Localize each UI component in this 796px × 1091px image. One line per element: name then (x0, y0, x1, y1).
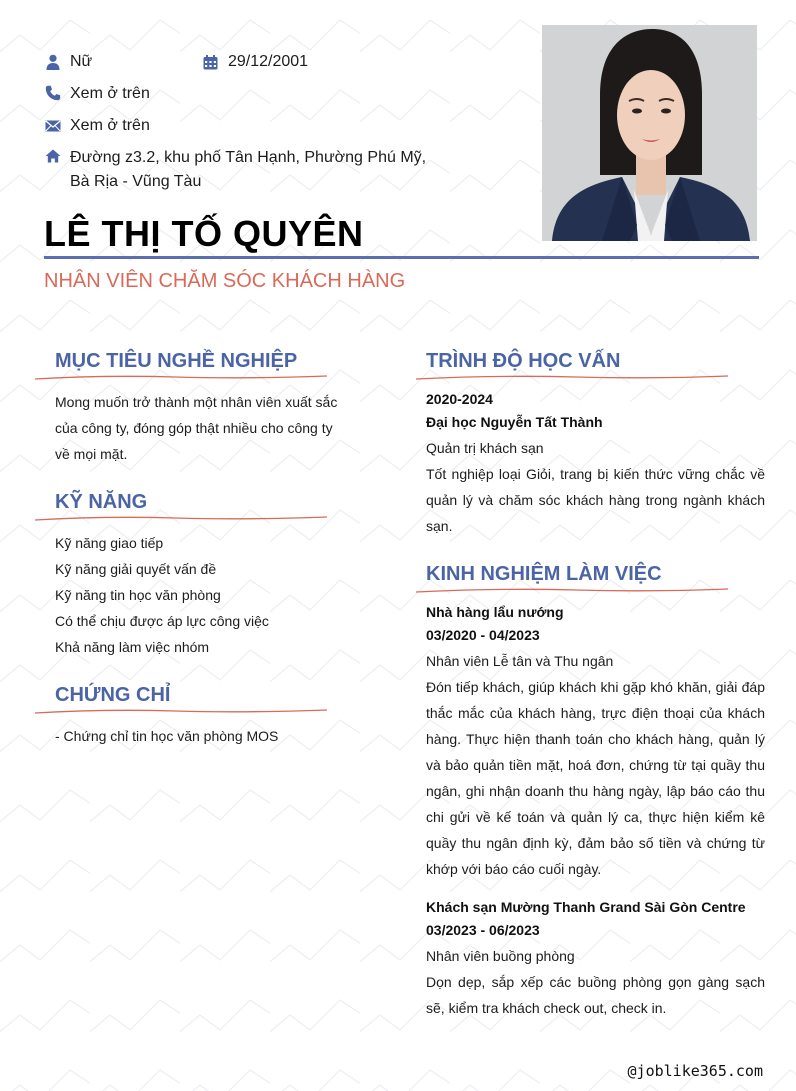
section-underline (35, 515, 327, 523)
education-school: Đại học Nguyễn Tất Thành (426, 414, 603, 430)
section-title-education: TRÌNH ĐỘ HỌC VẤN (426, 350, 621, 372)
skill-item: Kỹ năng giải quyết vấn đề (55, 561, 217, 577)
job-role: Nhân viên Lễ tân và Thu ngân (426, 653, 614, 669)
skill-item: Khả năng làm việc nhóm (55, 639, 210, 655)
calendar-icon (203, 55, 219, 71)
education-description: Tốt nghiệp loại Giỏi, trang bị kiến thức vững chắc về quản lý và chăm sóc khách hàng trong ngành khách sạn. (426, 466, 765, 534)
section-title-certificates: CHỨNG CHỈ (55, 684, 171, 706)
title-divider (44, 256, 759, 259)
gender-value: Nữ (70, 53, 93, 70)
education-period: 2020-2024 (426, 391, 493, 407)
address-value: Đường z3.2, khu phố Tân Hạnh, Phường Phú Mỹ, Bà Rịa - Vũng Tàu (70, 149, 427, 190)
certificate-item: - Chứng chỉ tin học văn phòng MOS (55, 728, 279, 744)
section-underline (416, 374, 728, 382)
education-major: Quản trị khách sạn (426, 440, 544, 456)
job-company: Khách sạn Mường Thanh Grand Sài Gòn Centre (426, 899, 746, 915)
envelope-icon (45, 120, 61, 136)
job-description: Đón tiếp khách, giúp khách khi gặp khó khăn, giải đáp thắc mắc của khách hàng, trực điện thoại của khách hàng. Thực hiện thanh toán cho khách hàng, quản lý và bảo quản tiền mặt, hoá đơn, chứng từ tại quầy thu ngân, ghi nhận doanh thu hàng ngày, lập báo cáo thu chi gửi về kế toán và quản lý ca, thực hiện kiểm kê quầy thu ngân định kỳ, đảm bảo số tiền và chứng từ khớp với báo cáo cuối ngày. (426, 679, 765, 877)
profile-photo (542, 25, 757, 241)
job-description: Dọn dẹp, sắp xếp các buồng phòng gọn gàng sạch sẽ, kiểm tra khách check out, check in. (426, 974, 765, 1016)
watermark-text: @joblike365.com (627, 1062, 763, 1080)
job-period: 03/2023 - 06/2023 (426, 922, 540, 938)
phone-icon (45, 85, 61, 101)
email-value: Xem ở trên (70, 117, 150, 134)
person-icon (45, 54, 61, 70)
job-period: 03/2020 - 04/2023 (426, 627, 540, 643)
candidate-name: LÊ THỊ TỐ QUYÊN (44, 213, 364, 254)
skills-list (55, 530, 269, 660)
phone-value: Xem ở trên (70, 85, 150, 102)
job-role: Nhân viên buồng phòng (426, 948, 575, 964)
home-icon (45, 149, 61, 165)
skill-item: Kỹ năng tin học văn phòng (55, 587, 221, 603)
section-title-objective: MỤC TIÊU NGHỀ NGHIỆP (55, 350, 298, 372)
section-underline (416, 587, 728, 595)
section-underline (35, 374, 327, 382)
skill-item: Kỹ năng giao tiếp (55, 535, 164, 551)
section-underline (35, 708, 327, 716)
job-company: Nhà hàng lẩu nướng (426, 604, 564, 620)
skill-item: Có thể chịu được áp lực công việc (55, 613, 269, 629)
section-title-experience: KINH NGHIỆM LÀM VIỆC (426, 563, 662, 585)
job-position: NHÂN VIÊN CHĂM SÓC KHÁCH HÀNG (44, 270, 406, 292)
birthdate-value: 29/12/2001 (228, 53, 309, 70)
objective-text: Mong muốn trở thành một nhân viên xuất sắc của công ty, đóng góp thật nhiều cho công ty về mọi mặt. (55, 394, 338, 462)
section-title-skills: KỸ NĂNG (55, 491, 148, 513)
